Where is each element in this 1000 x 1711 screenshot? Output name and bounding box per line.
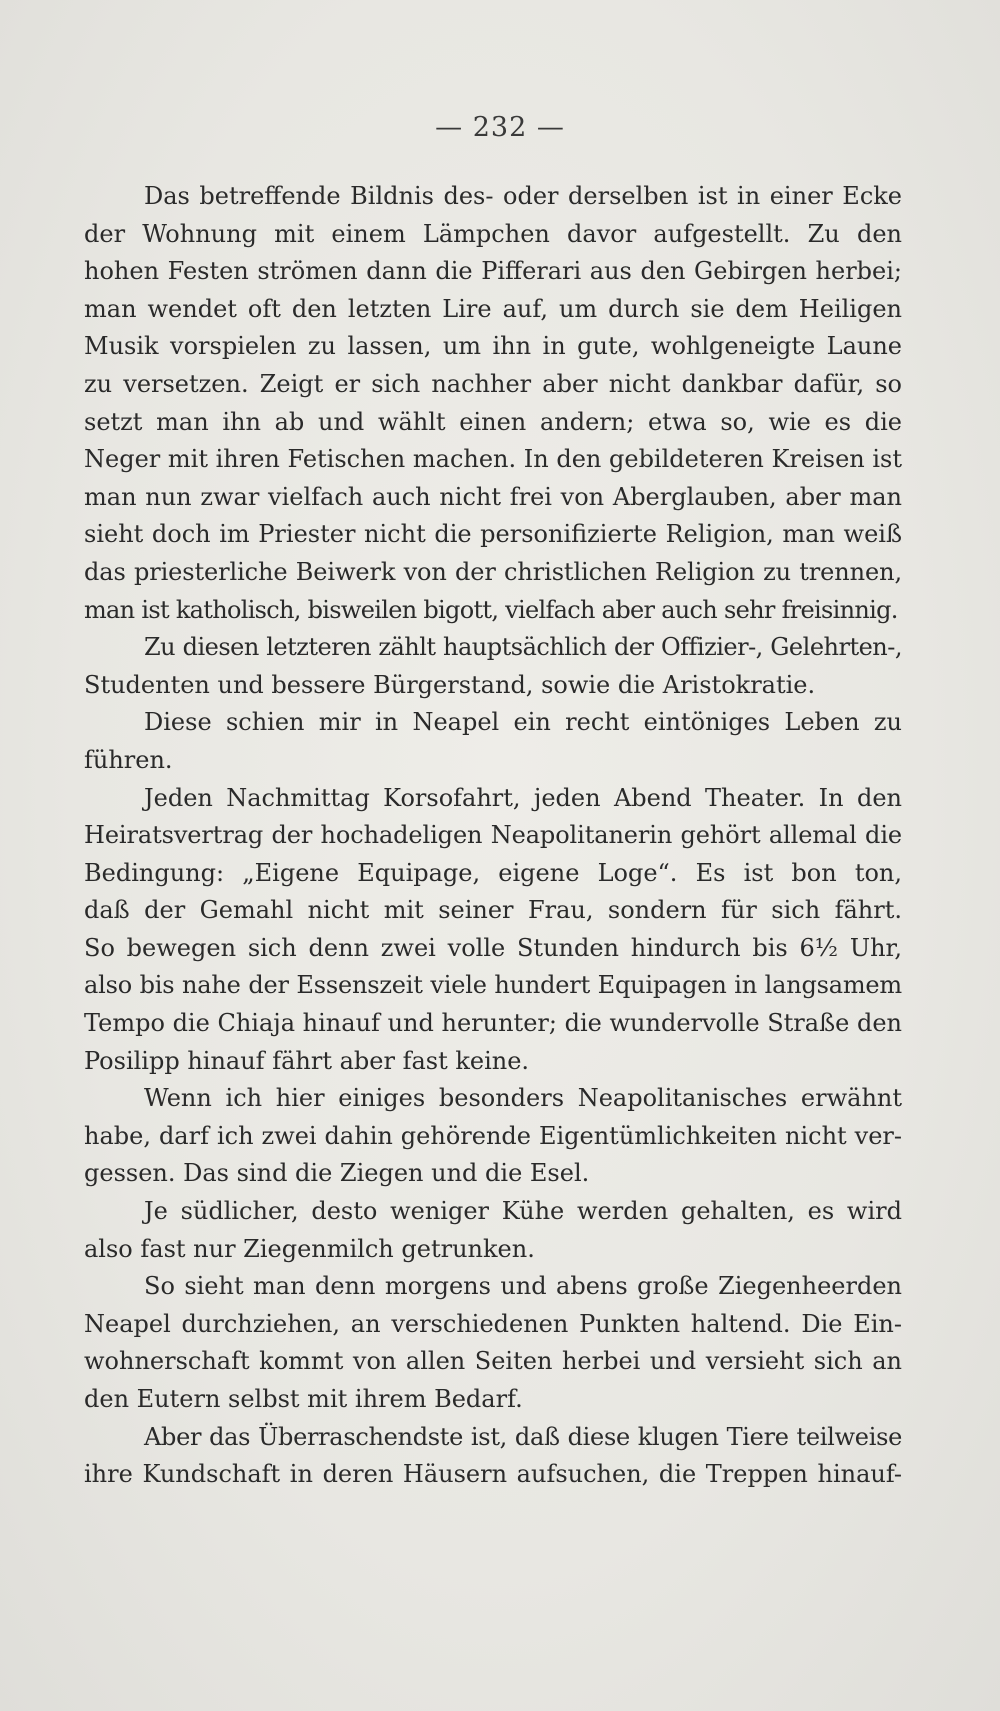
text-line: Das betreffende Bildnis des- oder derselben ist in einer Ecke xyxy=(144,182,902,210)
text-line: Studenten und bessere Bürgerstand, sowie die Aristokratie. xyxy=(84,670,816,699)
text-line: Tempo die Chiaja hinauf und herunter; die wundervolle Straße den xyxy=(84,1009,902,1038)
text-line: man ist katholisch, bisweilen bigott, vielfach aber auch sehr freisinnig. xyxy=(84,595,898,624)
paragraph xyxy=(84,780,902,1081)
text-line: sieht doch im Priester nicht die personifizierte Religion, man weiß xyxy=(84,520,902,549)
text-line: man nun zwar vielfach auch nicht frei von Aberglauben, aber man xyxy=(84,482,902,511)
text-line: gessen. Das sind die Ziegen und die Esel. xyxy=(84,1159,590,1188)
text-line: So sieht man denn morgens und abens große Ziegenheerden xyxy=(144,1272,902,1301)
text-line: Diese schien mir in Neapel ein recht eintöniges Leben zu xyxy=(144,708,902,737)
text-line: wohnerschaft kommt von allen Seiten herbei und versieht sich an xyxy=(84,1347,902,1376)
text-line: Zu diesen letzteren zählt hauptsächlich der Offizier-, Gelehrten-, xyxy=(144,633,902,662)
paragraph xyxy=(84,629,902,704)
body-text xyxy=(84,178,902,1494)
text-line: Neapel durchziehen, an verschiedenen Punkten haltend. Die Ein- xyxy=(84,1309,902,1338)
paragraph xyxy=(84,1268,902,1418)
text-line: daß der Gemahl nicht mit seiner Frau, sondern für sich fährt. xyxy=(84,896,902,925)
text-line: So bewegen sich denn zwei volle Stunden hindurch bis 6½ Uhr, xyxy=(84,933,902,962)
text-line: den Eutern selbst mit ihrem Bedarf. xyxy=(84,1385,523,1413)
text-line: Musik vorspielen zu lassen, um ihn in gute, wohlgeneigte Laune xyxy=(84,332,902,361)
text-line: der Wohnung mit einem Lämpchen davor aufgestellt. Zu den xyxy=(84,219,902,248)
paragraph xyxy=(84,1193,902,1268)
text-line: ihre Kundschaft in deren Häusern aufsuchen, die Treppen hinauf- xyxy=(84,1460,902,1489)
text-line: hohen Festen strömen dann die Pifferari aus den Gebirgen herbei; xyxy=(84,257,902,286)
paragraph xyxy=(84,178,902,629)
text-line: Jeden Nachmittag Korsofahrt, jeden Abend Theater. In den xyxy=(144,783,902,812)
text-line: also fast nur Ziegenmilch getrunken. xyxy=(84,1234,535,1263)
text-line: also bis nahe der Essenszeit viele hundert Equipagen in langsamem xyxy=(84,971,902,1000)
text-line: man wendet oft den letzten Lire auf, um durch sie dem Heiligen xyxy=(84,294,902,323)
text-line: Neger mit ihren Fetischen machen. In den gebildeteren Kreisen ist xyxy=(84,445,902,474)
text-line: Heiratsvertrag der hochadeligen Neapolitanerin gehört allemal die xyxy=(84,821,902,850)
text-line: Je südlicher, desto weniger Kühe werden gehalten, es wird xyxy=(144,1197,902,1226)
paragraph xyxy=(84,704,902,779)
text-line: zu versetzen. Zeigt er sich nachher aber nicht dankbar dafür, so xyxy=(84,369,902,398)
page-number: — 232 — xyxy=(435,112,565,143)
text-line: führen. xyxy=(84,745,173,774)
text-line: Bedingung: „Eigene Equipage, eigene Loge“. Es ist bon ton, xyxy=(84,858,902,887)
paragraph xyxy=(84,1419,902,1494)
text-line: Aber das Überraschendste ist, daß diese klugen Tiere teilweise xyxy=(144,1422,902,1451)
text-line: setzt man ihn ab und wählt einen andern; etwa so, wie es die xyxy=(84,407,902,436)
text-line: Posilipp hinauf fährt aber fast keine. xyxy=(84,1046,530,1075)
paragraph xyxy=(84,1080,902,1193)
text-line: Wenn ich hier einiges besonders Neapolitanisches erwähnt xyxy=(144,1084,902,1113)
text-line: habe, darf ich zwei dahin gehörende Eigentümlichkeiten nicht ver- xyxy=(84,1121,902,1150)
text-line: das priesterliche Beiwerk von der christlichen Religion zu trennen, xyxy=(84,557,902,586)
